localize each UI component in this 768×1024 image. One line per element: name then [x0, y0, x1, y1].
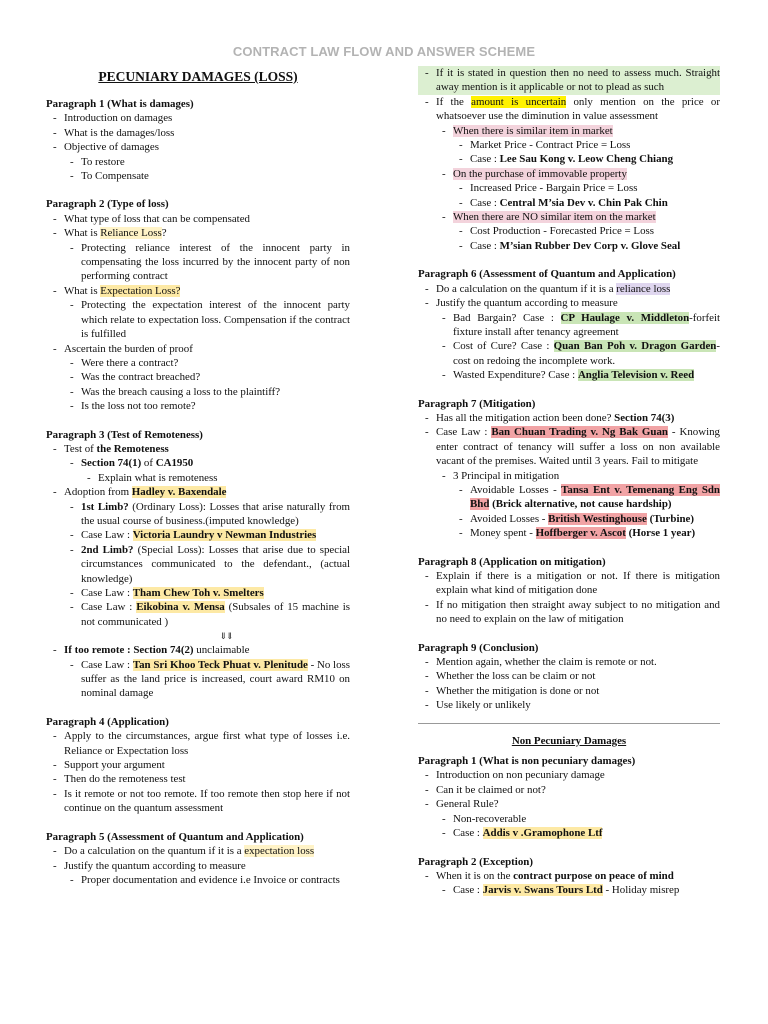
section-heading: Paragraph 9 (Conclusion)	[418, 641, 539, 654]
case-highlight: Quan Ban Poh v. Dragon Garden	[553, 340, 717, 353]
list-item: - If too remote : Section 74(2) unclaimable	[46, 643, 350, 657]
list-item: - Avoidable Losses - Tansa Ent v. Temenang Eng Sdn Bhd (Brick alternative, not cause hardship)	[418, 483, 720, 512]
paragraph-4-section	[46, 715, 350, 816]
list-item: - Protecting reliance interest of the innocent party in compensating the loss incurred by the innocent party of non performing contract	[46, 241, 350, 284]
list-item: - Case : M’sian Rubber Dev Corp v. Glove Seal	[418, 239, 720, 253]
highlight-expectation-loss: Expectation Loss?	[100, 284, 181, 297]
section-heading: Paragraph 1 (What is damages)	[46, 98, 194, 110]
highlight-expectation-loss: expectation loss	[244, 845, 315, 858]
document-header: CONTRACT LAW FLOW AND ANSWER SCHEME	[232, 44, 536, 59]
case-highlight: Victoria Laundry v Newman Industries	[132, 529, 317, 542]
list-item: - Case Law : Ban Chuan Trading v. Ng Bak Guan - Knowing enter contract of tenancy will suffer a loss on non available vacant of the premises. Waited until 3 years. Fail to mitigate	[418, 425, 720, 468]
paragraph-8-section	[418, 555, 720, 627]
paragraph-6-section	[418, 267, 720, 382]
list-item: - Section 74(1) of CA1950	[46, 456, 350, 470]
section-divider	[418, 723, 720, 724]
list-item: - Increased Price - Bargain Price = Loss	[418, 181, 720, 195]
list-item: - Case : Central M’sia Dev v. Chin Pak Chin	[418, 196, 720, 210]
paragraph-5-continued	[418, 66, 720, 253]
case-highlight: Tansa Ent v. Temenang Eng Sdn Bhd	[470, 483, 720, 511]
case-highlight: Hadley v. Baxendale	[131, 486, 227, 499]
list-item: - Do a calculation on the quantum if it is a expectation loss	[46, 844, 350, 858]
list-item: - Whether the loss can be claim or not	[418, 669, 720, 683]
section-heading: Paragraph 2 (Exception)	[418, 855, 533, 868]
paragraph-9-section	[418, 641, 720, 713]
list-item: - Cost of Cure? Case : Quan Ban Poh v. Dragon Garden-cost on redoing the incomplete work.	[418, 339, 720, 368]
left-column	[46, 66, 350, 901]
case-highlight: Hoffberger v. Ascot	[535, 527, 626, 540]
list-item: - To restore	[46, 155, 350, 169]
list-item: - Case Law : Tham Chew Toh v. Smelters	[46, 586, 350, 600]
list-item: - If no mitigation then straight away subject to no mitigation and no need to explain on the law of mitigation	[418, 598, 720, 627]
main-title: PECUNIARY DAMAGES (LOSS)	[98, 69, 298, 84]
case-highlight: Tham Chew Toh v. Smelters	[132, 587, 264, 599]
list-item: - What is Expectation Loss?	[46, 284, 350, 298]
section-heading: Paragraph 7 (Mitigation)	[418, 397, 536, 410]
list-item: - 1st Limb? (Ordinary Loss): Losses that arise naturally from the usual course of business.(imputed knowledge)	[46, 500, 350, 529]
highlight-amount-uncertain: amount is uncertain	[471, 95, 567, 108]
section-heading: Paragraph 2 (Type of loss)	[46, 198, 169, 211]
list-item: - Ascertain the burden of proof	[46, 342, 350, 356]
double-down-arrow-icon: ⇓⇓	[219, 631, 233, 642]
list-item: - Were there a contract?	[46, 356, 350, 370]
list-item: - Is the loss not too remote?	[46, 399, 350, 413]
list-item: - Was the contract breached?	[46, 370, 350, 384]
list-item: - Cost Production - Forecasted Price = Loss	[418, 224, 720, 238]
paragraph-2-section	[46, 197, 350, 413]
list-item: - When it is on the contract purpose on peace of mind	[418, 869, 720, 883]
case-highlight: Anglia Television v. Reed	[577, 369, 695, 382]
case-highlight: Addis v .Gramophone Ltf	[482, 827, 603, 840]
case-highlight: Eikobina v. Mensa	[136, 601, 225, 614]
section-heading: Paragraph 1 (What is non pecuniary damages)	[418, 755, 636, 768]
list-item: - Justify the quantum according to measure	[418, 296, 720, 310]
section-heading: Paragraph 5 (Assessment of Quantum and Application)	[46, 830, 304, 843]
list-item: - Support your argument	[46, 758, 350, 772]
list-item: - Money spent - Hoffberger v. Ascot (Horse 1 year)	[418, 526, 720, 540]
list-item: - Introduction on damages	[46, 111, 350, 125]
list-item: - Use likely or unlikely	[418, 698, 720, 712]
list-item: - Protecting the expectation interest of the innocent party which relate to expectation loss. Compensation if the contract is fulfilled	[46, 298, 350, 341]
paragraph-5-section	[46, 830, 350, 888]
paragraph-1-section	[46, 97, 350, 183]
list-item: - Case Law : Tan Sri Khoo Teck Phuat v. Plenitude - No loss suffer as the land price is increased, court award RM10 on nominal damage	[46, 658, 350, 701]
right-column	[418, 66, 720, 912]
list-item: - Proper documentation and evidence i.e Invoice or contracts	[46, 873, 350, 887]
list-item: - Then do the remoteness test	[46, 772, 350, 786]
list-item: - Case : Addis v .Gramophone Ltf	[418, 826, 720, 840]
list-item: - Has all the mitigation action been done? Section 74(3)	[418, 411, 720, 425]
highlight-reliance-loss: reliance loss	[616, 282, 671, 295]
list-item: - Can it be claimed or not?	[418, 783, 720, 797]
list-item: - General Rule?	[418, 797, 720, 811]
list-item: - To Compensate	[46, 169, 350, 183]
list-item: - Case Law : Eikobina v. Mensa (Subsales of 15 machine is not communicated )	[46, 600, 350, 629]
list-item: - Introduction on non pecuniary damage	[418, 768, 720, 782]
list-item: - Case : Jarvis v. Swans Tours Ltd - Holiday misrep	[418, 883, 720, 897]
list-item: - When there is similar item in market	[418, 124, 720, 138]
section-heading: Paragraph 4 (Application)	[46, 715, 169, 728]
paragraph-3-section	[46, 428, 350, 701]
list-item: - Test of the Remoteness	[46, 442, 350, 456]
list-item: - Whether the mitigation is done or not	[418, 684, 720, 698]
list-item: - Do a calculation on the quantum if it is a reliance loss	[418, 282, 720, 296]
list-item: - Explain what is remoteness	[46, 471, 350, 485]
list-item: - Mention again, whether the claim is remote or not.	[418, 655, 720, 669]
list-item: - Was the breach causing a loss to the plaintiff?	[46, 385, 350, 399]
case-highlight: Ban Chuan Trading v. Ng Bak Guan	[491, 426, 668, 439]
paragraph-7-section	[418, 397, 720, 541]
list-item: - Is it remote or not too remote. If too remote then stop here if not continue on the quantum assessment	[46, 787, 350, 816]
list-item: - If it is stated in question then no need to assess much. Straight away mention is it applicable or not to plead as such	[418, 66, 720, 95]
list-item: - What is Reliance Loss?	[46, 226, 350, 240]
np-paragraph-2-section	[418, 855, 720, 898]
list-item: - 3 Principal in mitigation	[418, 469, 720, 483]
list-item: - Justify the quantum according to measure	[46, 859, 350, 873]
list-item: - When there are NO similar item on the market	[418, 210, 720, 224]
list-item: - 2nd Limb? (Special Loss): Losses that arise due to special circumstances communicated to the defendant., (actual knowledge)	[46, 543, 350, 586]
list-item: - Wasted Expenditure? Case : Anglia Television v. Reed	[418, 368, 720, 382]
list-item: - Avoided Losses - British Westinghouse (Turbine)	[418, 512, 720, 526]
list-item: - Apply to the circumstances, argue first what type of losses i.e. Reliance or Expectation loss	[46, 729, 350, 758]
section-heading: Paragraph 3 (Test of Remoteness)	[46, 428, 203, 441]
section-heading: Paragraph 6 (Assessment of Quantum and Application)	[418, 268, 676, 281]
section-heading: Paragraph 8 (Application on mitigation)	[418, 555, 606, 568]
list-item: - Bad Bargain? Case : CP Haulage v. Middleton-forfeit fixture install after tenancy agreement	[418, 311, 720, 340]
list-item: - Explain if there is a mitigation or not. If there is mitigation explain what kind of mitigation done	[418, 569, 720, 598]
list-item: - Case : Lee Sau Kong v. Leow Cheng Chiang	[418, 152, 720, 166]
list-item: - Case Law : Victoria Laundry v Newman Industries	[46, 528, 350, 542]
np-paragraph-1-section	[418, 754, 720, 840]
list-item: - Adoption from Hadley v. Baxendale	[46, 485, 350, 499]
case-highlight: Jarvis v. Swans Tours Ltd	[482, 884, 603, 897]
list-item: - If the amount is uncertain only mention on the price or whatsoever use the diminution in value assessment	[418, 95, 720, 124]
non-pecuniary-title: Non Pecuniary Damages	[511, 734, 627, 747]
list-item: - Market Price - Contract Price = Loss	[418, 138, 720, 152]
list-item: - On the purchase of immovable property	[418, 167, 720, 181]
list-item: - Objective of damages	[46, 140, 350, 154]
list-item: - What is the damages/loss	[46, 126, 350, 140]
case-highlight: Tan Sri Khoo Teck Phuat v. Plenitude	[132, 658, 308, 671]
list-item: - Non-recoverable	[418, 812, 720, 826]
case-highlight: CP Haulage v. Middleton	[560, 311, 690, 324]
list-item: - What type of loss that can be compensated	[46, 212, 350, 226]
case-highlight: British Westinghouse	[548, 512, 647, 525]
highlight-reliance-loss: Reliance Loss	[100, 227, 162, 240]
